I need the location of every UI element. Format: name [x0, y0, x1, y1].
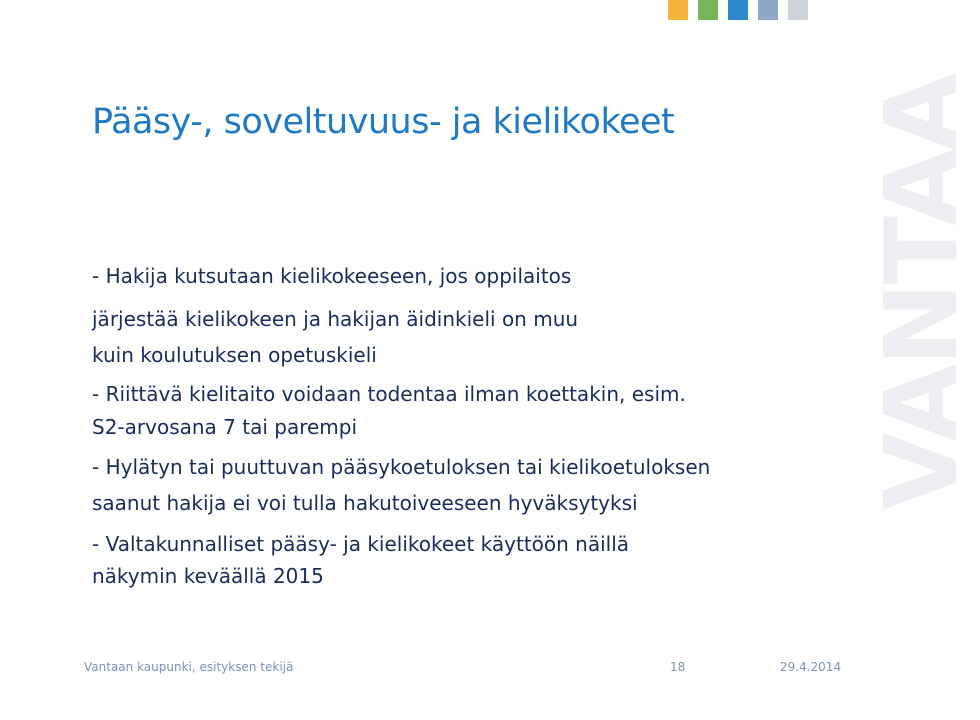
body-line: saanut hakija ei voi tulla hakutoiveeseen hyväksytyksi [92, 491, 638, 515]
body-line: kuin koulutuksen opetuskieli [92, 343, 377, 367]
brand-square-gray [788, 0, 808, 20]
slide-title: Pääsy-, soveltuvuus- ja kielikokeet [92, 102, 675, 142]
footer-date: 29.4.2014 [780, 660, 842, 674]
body-line: S2-arvosana 7 tai parempi [92, 415, 358, 439]
body-line: - Riittävä kielitaito voidaan todentaa ilman koettakin, esim. [92, 382, 686, 406]
vantaa-watermark: VANTAA [863, 75, 980, 510]
brand-square-lightblue [758, 0, 778, 20]
brand-square-green [698, 0, 718, 20]
body-line: - Valtakunnalliset pääsy- ja kielikokeet käyttöön näillä [92, 532, 630, 556]
body-line: - Hakija kutsutaan kielikokeeseen, jos oppilaitos [92, 264, 572, 288]
brand-color-squares [668, 0, 808, 22]
footer-page-number: 18 [670, 660, 686, 674]
body-line: - Hylätyn tai puuttuvan pääsykoetuloksen tai kielikoetuloksen [92, 455, 711, 479]
body-line: näkymin keväällä 2015 [92, 564, 324, 588]
footer-presenter: Vantaan kaupunki, esityksen tekijä [84, 660, 294, 674]
brand-square-blue [728, 0, 748, 20]
brand-square-yellow [668, 0, 688, 20]
body-line: järjestää kielikokeen ja hakijan äidinkieli on muu [92, 307, 579, 331]
